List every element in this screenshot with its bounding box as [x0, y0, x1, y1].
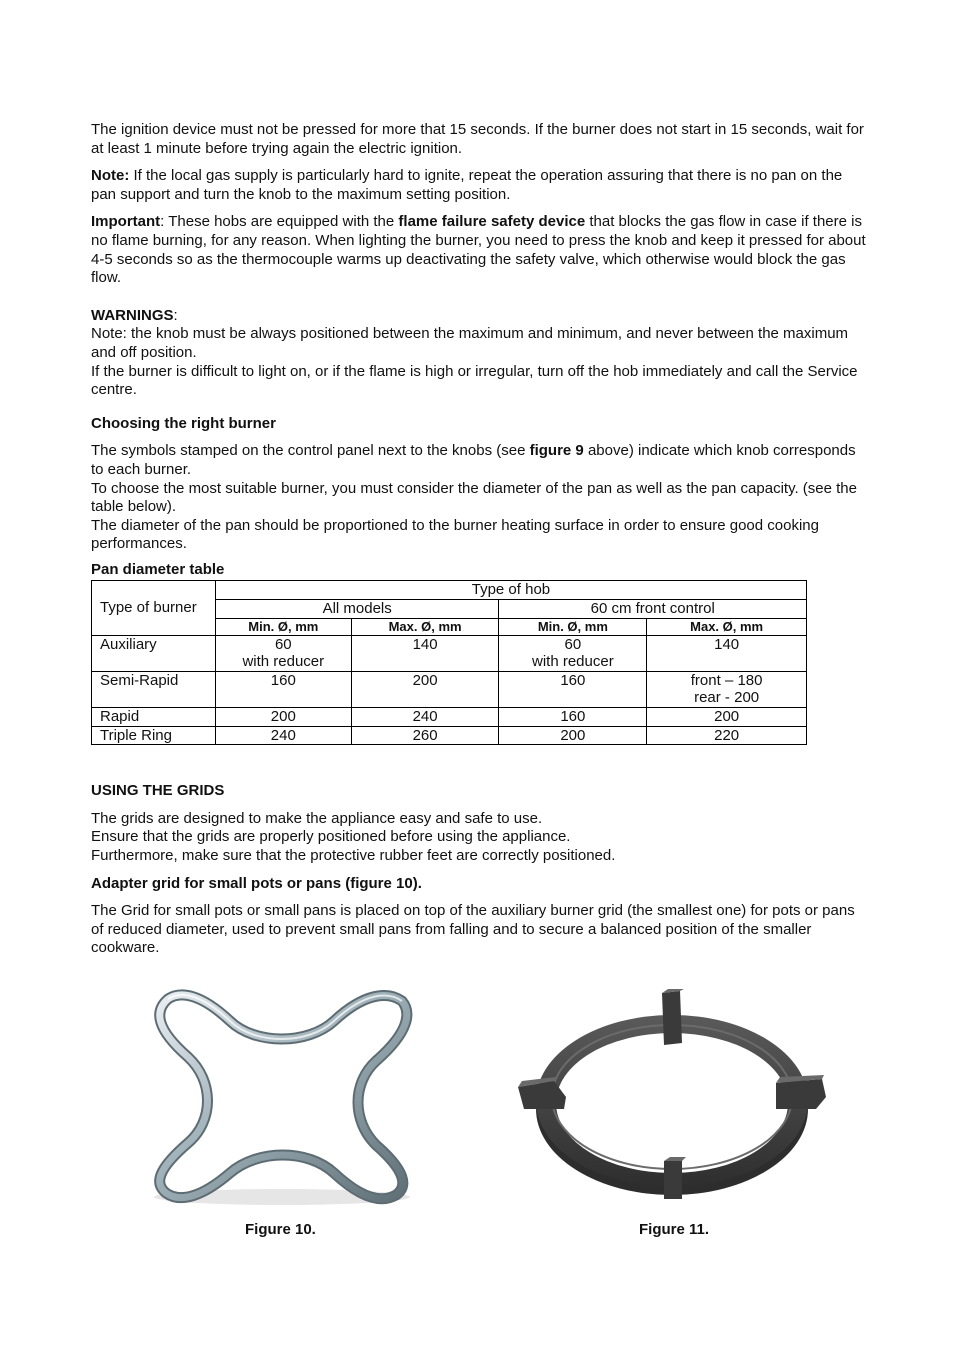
header-burner: Type of burner	[92, 581, 216, 635]
table-row	[92, 635, 807, 671]
cell-burner: Semi-Rapid	[92, 671, 216, 707]
cell-burner: Triple Ring	[92, 726, 216, 745]
important-paragraph	[91, 213, 866, 287]
header-max: Max. Ø, mm	[647, 618, 807, 635]
table-row	[92, 726, 807, 745]
cell-all-min: 160	[215, 671, 351, 707]
figure-9-ref: figure 9	[529, 442, 584, 460]
cell-front-min	[499, 635, 647, 671]
cell-front-min: 160	[499, 671, 647, 707]
cell-all-max: 200	[351, 671, 499, 707]
cell-value: rear - 200	[694, 689, 760, 707]
warnings-colon: :	[173, 306, 178, 324]
choosing-p1a: The symbols stamped on the control panel next to the knobs (see	[91, 442, 530, 460]
cell-value: front – 180	[690, 671, 763, 689]
header-all-models: All models	[215, 600, 499, 619]
cell-value: with reducer	[242, 653, 325, 671]
header-max: Max. Ø, mm	[351, 618, 499, 635]
header-front-control: 60 cm front control	[499, 600, 807, 619]
cell-all-min	[215, 635, 351, 671]
table-row	[92, 671, 807, 707]
header-hob: Type of hob	[215, 581, 806, 600]
header-min: Min. Ø, mm	[499, 618, 647, 635]
table-row	[92, 708, 807, 727]
ignition-paragraph: The ignition device must not be pressed for more that 15 seconds. If the burner does not start in 15 seconds, wait for at least 1 minute before trying again the electric ignition.	[91, 121, 864, 157]
cell-front-max: 220	[647, 726, 807, 745]
note-paragraph	[91, 167, 866, 204]
cell-value: 60	[564, 635, 582, 653]
figure-10-caption: Figure 10.	[245, 1221, 316, 1238]
grids-line-1: The grids are designed to make the appliance easy and safe to use.	[91, 809, 543, 827]
note-text: If the local gas supply is particularly hard to ignite, repeat the operation assuring that there is no pan on the pan support and turn the knob to the maximum setting position.	[91, 167, 843, 203]
table-title: Pan diameter table	[91, 560, 225, 578]
choosing-paragraph-3: The diameter of the pan should be proportioned to the burner heating surface in order to ensure good cooking performances.	[91, 516, 819, 553]
figure-11-caption: Figure 11.	[639, 1221, 710, 1238]
choosing-paragraph-1	[91, 442, 866, 479]
adapter-heading: Adapter grid for small pots or pans (figure 10).	[91, 874, 422, 892]
cell-all-min: 200	[215, 708, 351, 727]
grids-line-3: Furthermore, make sure that the protective rubber feet are correctly positioned.	[91, 847, 616, 864]
cell-burner: Rapid	[92, 708, 216, 727]
pan-diameter-table	[91, 580, 807, 745]
cell-value: with reducer	[532, 653, 614, 671]
note-label: Note:	[91, 167, 130, 185]
choosing-heading: Choosing the right burner	[91, 414, 276, 432]
important-text-2: that blocks the gas flow in case if there is no flame burning, for any reason. When lighting the burner, you need to press the knob and keep it pressed for about 4-5 seconds so as the thermocouple warms up deactivating the safety valve, which otherwise would block the gas flow.	[91, 213, 866, 287]
cell-all-max: 240	[351, 708, 499, 727]
cell-front-max: 140	[647, 635, 807, 671]
choosing-paragraph-2: To choose the most suitable burner, you must consider the diameter of the pan as well as the pan capacity. (see the table below).	[91, 479, 857, 516]
document-body	[91, 121, 866, 958]
wok-ring-grid-icon	[510, 985, 835, 1210]
table-header-row-1	[92, 581, 807, 600]
header-min: Min. Ø, mm	[215, 618, 351, 635]
wire-adapter-grid-icon	[140, 985, 425, 1210]
cell-all-max: 140	[351, 635, 499, 671]
cell-burner: Auxiliary	[92, 635, 216, 671]
grids-line-2: Ensure that the grids are properly positioned before using the appliance.	[91, 828, 571, 846]
cell-all-max: 260	[351, 726, 499, 745]
important-text-1: : These hobs are equipped with the	[160, 213, 399, 231]
warnings-line-1: Note: the knob must be always positioned between the maximum and minimum, and never between the maximum and off position.	[91, 325, 849, 361]
warnings-line-2: If the burner is difficult to light on, or if the flame is high or irregular, turn off the hob immediately and call the Service centre.	[91, 362, 858, 399]
cell-all-min: 240	[215, 726, 351, 745]
cell-front-max: 200	[647, 708, 807, 727]
warnings-heading	[91, 307, 866, 326]
cell-front-min: 160	[499, 708, 647, 727]
grids-heading: USING THE GRIDS	[91, 782, 225, 800]
important-label: Important	[91, 213, 161, 231]
cell-value: 60	[274, 635, 292, 653]
choosing-p1c: above) indicate which knob corresponds to each burner.	[91, 442, 856, 478]
cell-front-min: 200	[499, 726, 647, 745]
important-bold: flame failure safety device	[398, 213, 586, 231]
adapter-paragraph: The Grid for small pots or small pans is placed on top of the auxiliary burner grid (the smallest one) for pots or pans of reduced diameter, used to prevent small pans from falling and to secure a balanced position of the smaller cookware.	[91, 902, 855, 957]
warnings-label: WARNINGS	[91, 306, 174, 324]
cell-front-max	[647, 671, 807, 707]
